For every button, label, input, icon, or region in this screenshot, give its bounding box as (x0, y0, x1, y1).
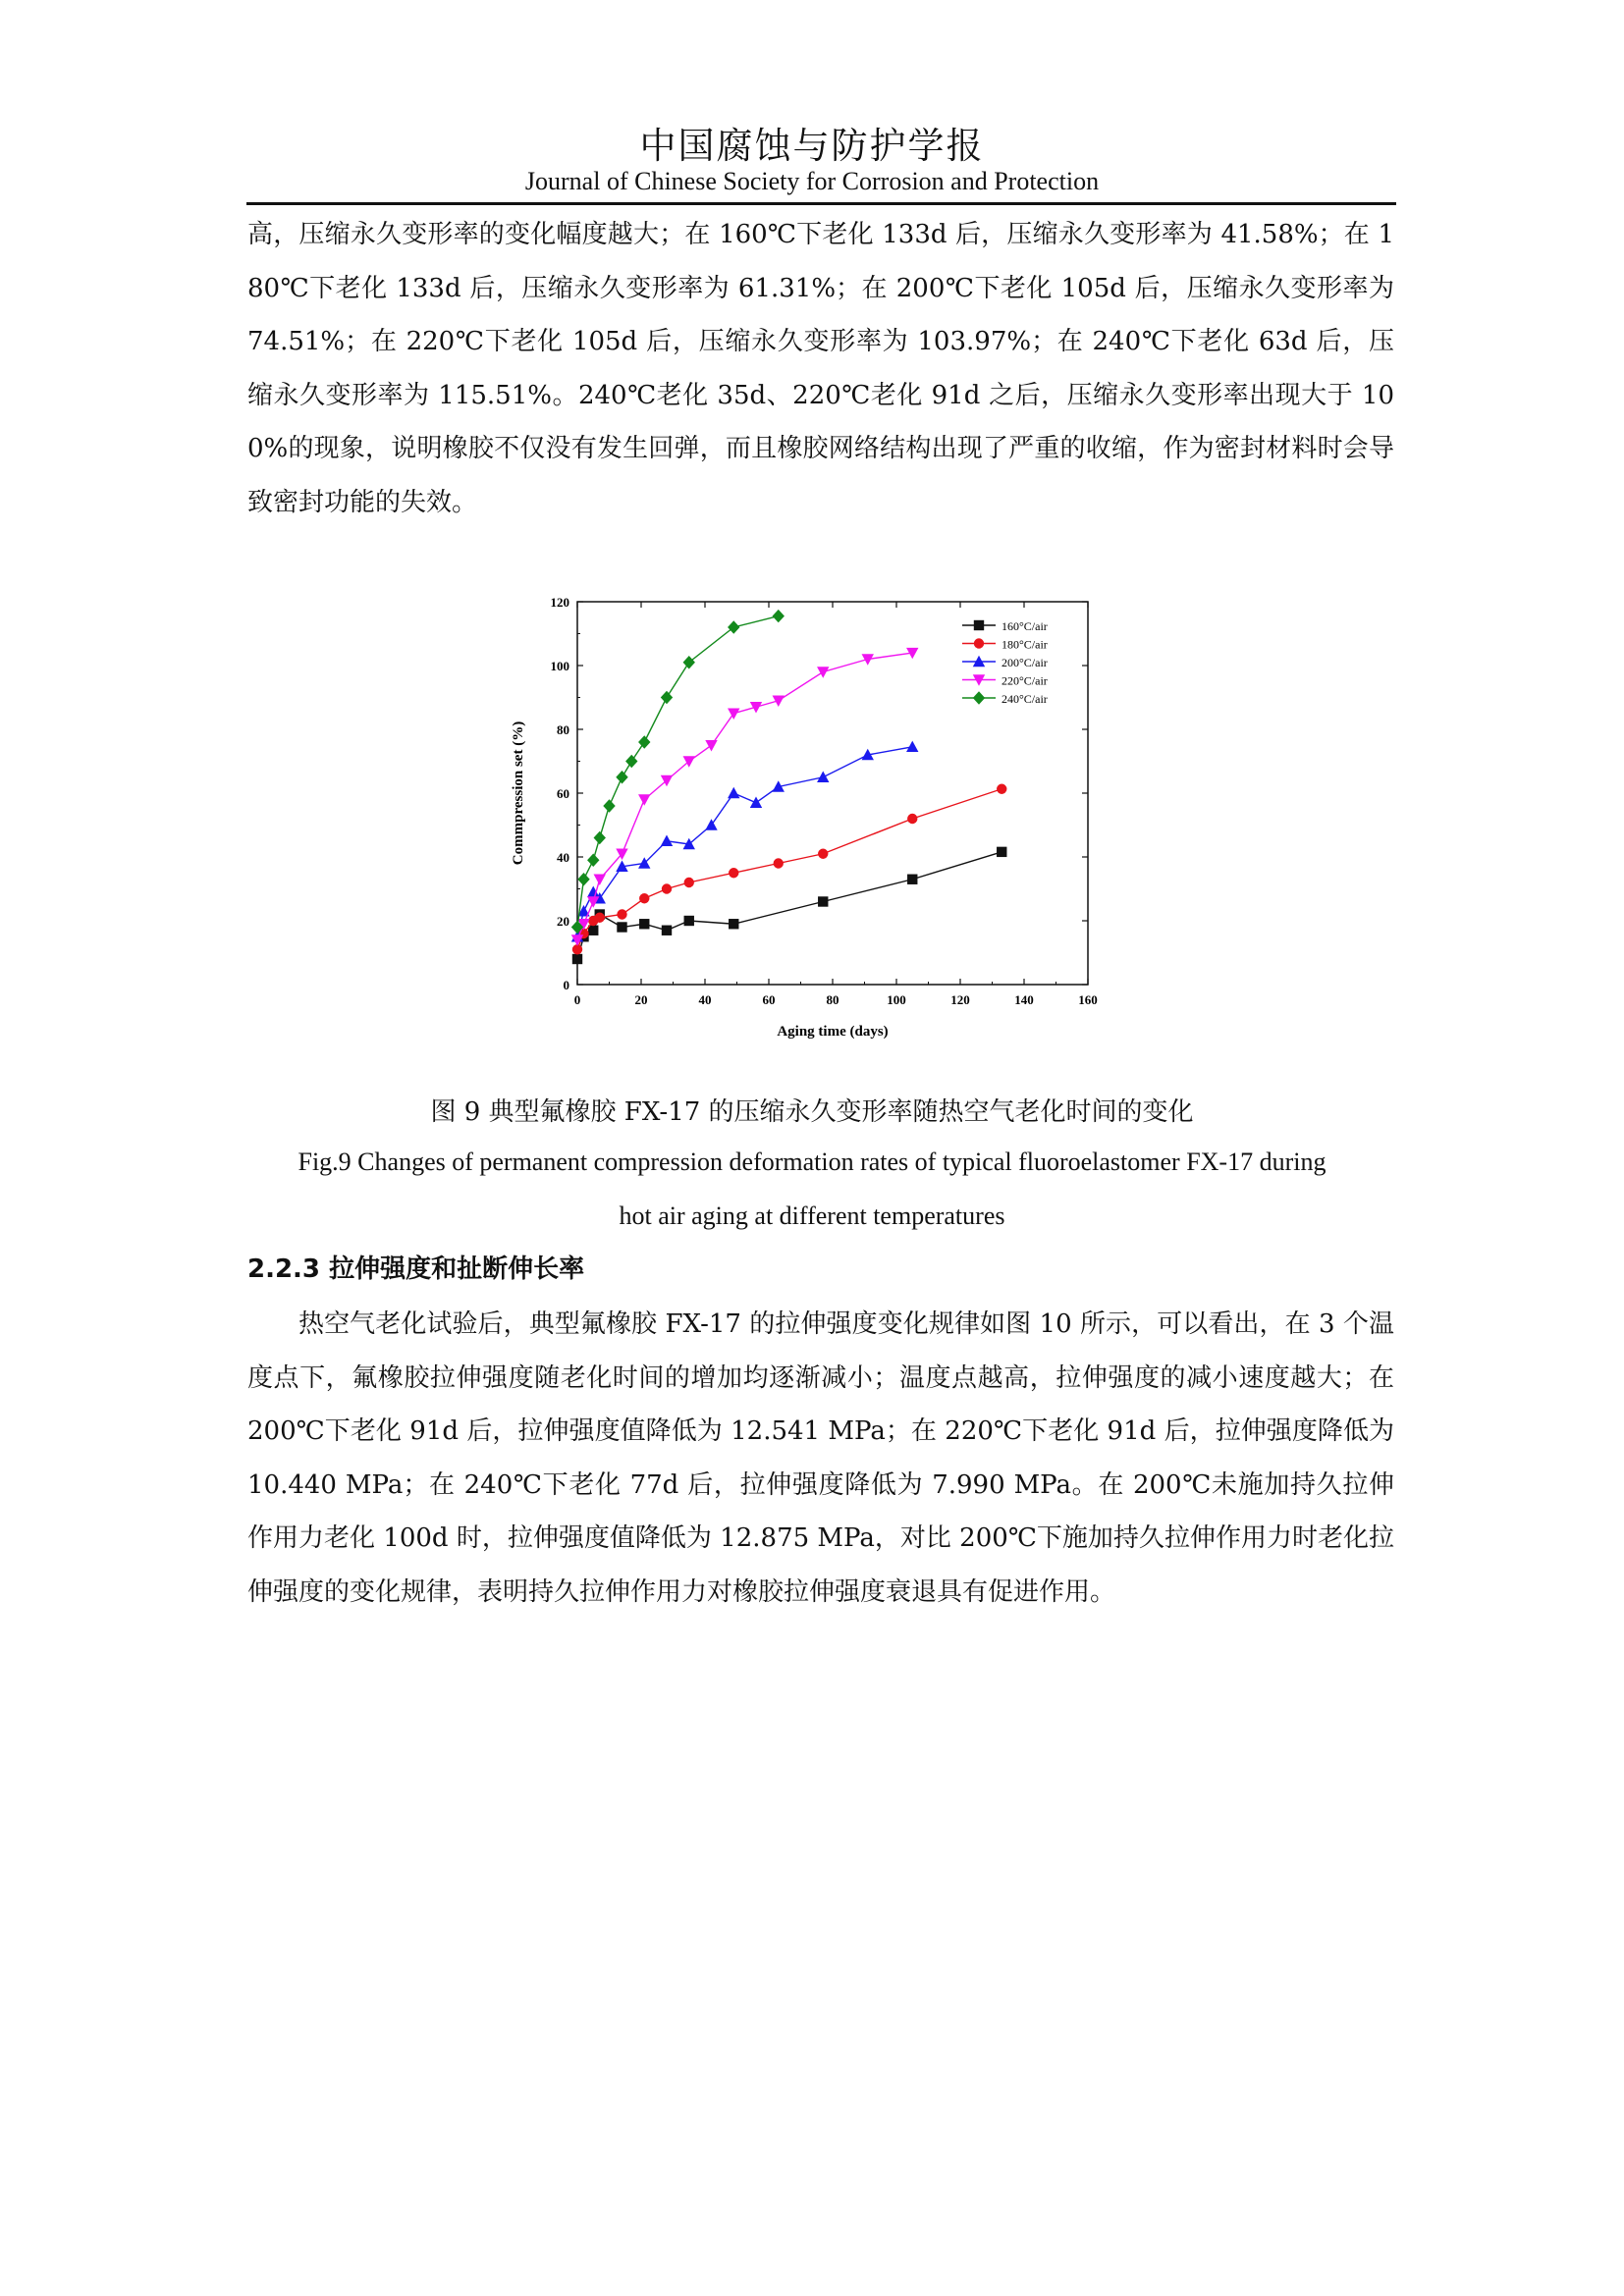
figure-caption-en-line2: hot air aging at different temperatures (619, 1201, 1005, 1230)
legend-marker (974, 620, 984, 630)
data-point-series-1 (617, 909, 626, 919)
data-point-series-0 (818, 896, 828, 906)
y-tick-label: 120 (550, 595, 569, 610)
data-point-series-0 (997, 847, 1006, 857)
data-point-series-4 (577, 873, 589, 885)
section-heading: 2.2.3 拉伸强度和扯断伸长率 (247, 1255, 585, 1284)
data-point-series-4 (638, 735, 650, 748)
data-point-series-3 (773, 696, 785, 707)
body-paragraph-2: 热空气老化试验后，典型氟橡胶 FX-17 的拉伸强度变化规律如图 10 所示，可以看出，在 3 个温度点下，氟橡胶拉伸强度随老化时间的增加均逐渐减小；温度点越高，拉伸强度的减小速度越大；在 200℃下老化 91d 后，拉伸强度值降低为 12.541 MPa；在 220℃下老化 91d 后，拉伸强度降低为 10.440 MPa；在 240℃下老化 77d 后，拉伸强度降低为 7.990 MPa。在 200℃未施加持久拉伸作用力老化 100d 时，拉伸强度值降低为 12.875 MPa，对比 200℃下施加持久拉伸作用力时老化拉伸强度的变化规律，表明持久拉伸作用力对橡胶拉伸强度衰退具有促进作用。 (247, 1309, 1394, 1607)
data-point-series-4 (728, 620, 739, 633)
data-point-series-0 (662, 926, 672, 935)
data-point-series-4 (603, 799, 615, 812)
data-point-series-3 (750, 702, 762, 713)
y-axis-label: Commpression set (%) (511, 721, 526, 866)
legend-label: 220°C/air (1001, 673, 1048, 688)
figure-caption-en-line1: Fig.9 Changes of permanent compression deformation rates of typical fluoroelastomer FX-17 during (298, 1148, 1326, 1176)
data-point-series-4 (683, 656, 695, 668)
legend-label: 240°C/air (1001, 692, 1048, 706)
journal-title-en: Journal of Chinese Society for Corrosion and Protection (524, 167, 1100, 195)
data-point-series-0 (729, 919, 738, 929)
legend-label: 160°C/air (1001, 619, 1048, 633)
y-tick-label: 0 (563, 978, 569, 992)
legend-marker (973, 691, 985, 704)
data-point-series-2 (661, 835, 673, 846)
y-tick-label: 80 (557, 722, 569, 737)
x-tick-label: 100 (887, 992, 906, 1007)
compression-set-chart (491, 584, 1119, 1055)
y-tick-label: 60 (557, 786, 569, 801)
data-point-series-1 (907, 814, 917, 824)
data-point-series-1 (818, 849, 828, 859)
data-point-series-4 (773, 610, 785, 622)
legend-marker (974, 638, 984, 648)
data-point-series-1 (774, 858, 784, 868)
data-point-series-4 (625, 755, 637, 768)
y-tick-label: 40 (557, 850, 569, 865)
data-point-series-0 (639, 919, 649, 929)
data-point-series-0 (684, 916, 694, 926)
data-point-series-1 (662, 883, 672, 893)
x-tick-label: 160 (1078, 992, 1098, 1007)
body-paragraph-1: 高，压缩永久变形率的变化幅度越大；在 160℃下老化 133d 后，压缩永久变形率为 41.58%；在 180℃下老化 133d 后，压缩永久变形率为 61.31%；在 200℃下老化 105d 后，压缩永久变形率为 74.51%；在 220℃下老化 105d 后，压缩永久变形率为 103.97%；在 240℃下老化 63d 后，压缩永久变形率为 115.51%。240℃老化 35d、220℃老化 91d 之后，压缩永久变形率出现大于 100%的现象，说明橡胶不仅没有发生回弹，而且橡胶网络结构出现了严重的收缩，作为密封材料时会导致密封功能的失效。 (247, 220, 1394, 517)
data-point-series-2 (906, 741, 918, 752)
data-point-series-3 (594, 875, 606, 885)
x-tick-label: 60 (762, 992, 776, 1007)
x-tick-label: 80 (826, 992, 839, 1007)
data-point-series-1 (729, 868, 738, 878)
data-point-series-0 (907, 875, 917, 884)
data-point-series-3 (705, 740, 717, 751)
data-point-series-1 (595, 913, 605, 923)
x-tick-label: 120 (950, 992, 970, 1007)
x-axis-label: Aging time (days) (777, 1024, 889, 1040)
data-point-series-3 (862, 654, 874, 665)
data-point-series-4 (616, 771, 627, 783)
y-tick-label: 20 (557, 914, 569, 929)
x-tick-label: 20 (634, 992, 648, 1007)
chart-legend (962, 619, 1048, 706)
data-point-series-4 (587, 854, 599, 867)
data-point-series-0 (588, 926, 598, 935)
data-point-series-1 (997, 784, 1006, 794)
data-point-series-0 (572, 954, 582, 964)
journal-title-cn: 中国腐蚀与防护学报 (639, 125, 985, 167)
data-point-series-2 (728, 787, 739, 798)
header-divider (246, 202, 1396, 205)
data-point-series-2 (817, 772, 829, 782)
figure-caption-cn: 图 9 典型氟橡胶 FX-17 的压缩永久变形率随热空气老化时间的变化 (430, 1097, 1194, 1127)
figure-9-chart (491, 584, 1119, 1055)
x-tick-label: 40 (698, 992, 712, 1007)
data-point-series-4 (594, 831, 606, 844)
data-point-series-3 (817, 667, 829, 677)
legend-label: 200°C/air (1001, 656, 1048, 669)
x-tick-label: 0 (573, 992, 581, 1007)
data-point-series-3 (638, 794, 650, 805)
data-point-series-0 (617, 922, 626, 932)
legend-label: 180°C/air (1001, 637, 1048, 652)
series-line-3 (577, 653, 912, 939)
series-layer (571, 610, 1007, 964)
x-tick-label: 140 (1014, 992, 1034, 1007)
y-tick-label: 100 (550, 659, 569, 673)
data-point-series-4 (661, 691, 673, 704)
data-point-series-2 (705, 819, 717, 829)
data-point-series-1 (639, 893, 649, 903)
data-point-series-2 (750, 797, 762, 808)
data-point-series-3 (728, 709, 739, 720)
data-point-series-1 (684, 878, 694, 887)
